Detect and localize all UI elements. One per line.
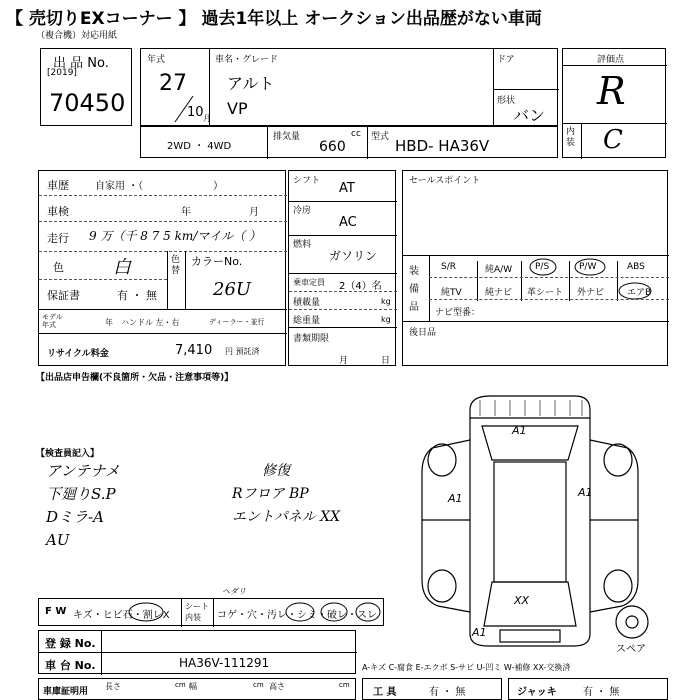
mid-info-box [288, 170, 396, 366]
fw-label: F W [45, 606, 67, 617]
equip-abs: ABS [627, 262, 645, 272]
drive-label: 2WD ・ 4WD [167, 141, 232, 152]
lot-label: 出 品 No. [53, 56, 109, 71]
cc-label: cc [351, 129, 361, 139]
inspector-label: 【検査員記入】 [36, 449, 100, 459]
month-unit: 月 [203, 114, 211, 123]
sales-label: セールスポイント [409, 176, 481, 186]
interior-label: 内装 [566, 127, 576, 148]
seller-notes-label: 【出品店申告欄(不良箇所・欠品・注意事項等)】 [36, 373, 234, 383]
right-info-box [402, 170, 668, 366]
model-year-label: モデル年式 [42, 313, 63, 329]
mark-roof: A1 [512, 424, 527, 437]
cert-width: 幅 [189, 682, 197, 691]
mark-rear-bumper: A1 [472, 626, 487, 639]
score-box [562, 48, 666, 158]
body-value: バン [513, 106, 546, 125]
mileage-label: 走行 [47, 232, 69, 245]
mileage-value: 9 万（千 8 7 5 km/マイル（ ） [89, 229, 261, 243]
load-kg: kg [381, 297, 391, 306]
subnote: （複合機）対応用紙 [36, 31, 118, 41]
note-rear-floor: Rフロア BP [232, 486, 309, 502]
equip-sr: S/R [441, 262, 456, 272]
registration-month: 月 [339, 356, 349, 366]
inspection-year: 年 [181, 207, 191, 218]
handwritten-note: ヘダリ [222, 587, 246, 596]
year-value: 27 [159, 71, 187, 96]
chassis-value: HA36V-111291 [179, 656, 270, 670]
mark-right-side: A1 [578, 486, 593, 499]
note-au: AU [46, 531, 70, 549]
equip-pw: P/W [579, 262, 597, 272]
equip-navi: 純ナビ [485, 288, 513, 298]
jack-box [508, 678, 668, 700]
score-value: R [597, 69, 626, 113]
displacement-value: 660 [319, 139, 346, 155]
mark-left-side: A1 [448, 492, 463, 505]
handle-label: ハンドル 左・右 [121, 318, 180, 327]
color-change-label: 色替 [171, 255, 181, 276]
note-repair: 修復 [262, 463, 290, 479]
cert-height: 高さ [269, 682, 285, 691]
car-name: アルト [227, 74, 275, 93]
equip-tv: 純TV [441, 288, 462, 298]
jack-value: 有 ・ 無 [583, 687, 620, 698]
month-value: 10 [187, 105, 204, 120]
recycle-value: 7,410 [175, 343, 213, 358]
color-no-label: カラーNo. [191, 255, 243, 268]
seat-items: コゲ・穴・汚レ・シミ・破レ・スレ [217, 610, 377, 621]
damage-legend: A-キズ C-腐食 E-エクボ S-サビ U-凹ミ W-補修 XX-交換済 [362, 663, 571, 672]
name-label: 車名・グレード [215, 55, 279, 65]
score-label: 評価点 [597, 55, 625, 65]
shift-label: シフト [293, 176, 321, 186]
year-label: 年式 [147, 55, 166, 65]
cert-cm-3: cm [339, 681, 350, 689]
year-stamp: [2019] [47, 68, 77, 78]
fw-items: キズ・ヒビ石・割レX [73, 610, 170, 621]
note-end-panel: エントパネル XX [232, 509, 341, 525]
body-label: 形状 [497, 96, 516, 106]
cert-label: 車庫証明用 [43, 687, 89, 697]
lot-number: 70450 [49, 89, 126, 117]
note-antenna: アンテナメ [46, 462, 120, 480]
fuel-value: ガソリン [329, 249, 378, 263]
history-label: 車歴 [47, 179, 69, 192]
load-label: 積載量 [293, 298, 321, 308]
tools-box [362, 678, 502, 700]
warranty-label: 保証書 [47, 289, 80, 302]
recycle-unit: 円 預託済 [225, 347, 260, 356]
cert-cm-1: cm [175, 681, 186, 689]
equip-ps: P/S [535, 262, 550, 272]
color-no-value: 26U [213, 279, 252, 300]
registration-day: 日 [381, 356, 391, 366]
equip-aw: 純A/W [485, 265, 513, 275]
left-info-box [38, 170, 286, 366]
model-value: HBD- HA36V [395, 137, 490, 155]
fuel-label: 燃料 [293, 240, 312, 250]
after-label: 後日品 [409, 328, 437, 338]
displacement-label: 排気量 [273, 132, 301, 142]
seat-label: シート内装 [185, 602, 209, 622]
model-label: 型式 [371, 132, 390, 142]
cert-cm-2: cm [253, 681, 264, 689]
navi-label: ナビ型番： [435, 308, 481, 318]
jack-label: ジャッキ [517, 687, 557, 698]
drive-row [140, 126, 558, 158]
car-diagram [410, 390, 690, 660]
spare-label: スペア [616, 644, 646, 655]
total-label: 総重量 [293, 316, 321, 326]
color-value: 白 [113, 257, 131, 278]
recycle-label: リサイクル料金 [47, 349, 109, 359]
tools-label: 工 具 [373, 687, 397, 698]
lot-box [40, 48, 132, 126]
history-value: 自家用 ・（ ） [95, 181, 224, 192]
reg-label: 登 録 No. [45, 637, 96, 650]
door-label: ドア [497, 55, 515, 65]
equip-airbag: エアB [627, 288, 652, 298]
warranty-value: 有 ・ 無 [117, 289, 157, 302]
reg-box [38, 630, 356, 674]
inspector-notes-left [46, 460, 120, 552]
interior-value: C [603, 125, 623, 155]
inspector-notes-right [232, 460, 340, 529]
model-year-unit: 年 [105, 318, 113, 327]
banner: 【 売切りEXコーナー 】 過去1年以上 オークション出品歴がない車両 [6, 9, 542, 29]
equip-leather: 革シート [527, 288, 564, 298]
color-label: 色 [53, 261, 64, 274]
inspection-label: 車検 [47, 205, 69, 218]
header-box [140, 48, 558, 126]
fw-circle-marks [38, 598, 384, 626]
note-underbody: 下廻りS.P [46, 485, 116, 503]
car-grade: VP [227, 99, 248, 118]
equip-ext-navi: 外ナビ [577, 288, 605, 298]
tools-value: 有 ・ 無 [429, 687, 466, 698]
cert-length: 長さ [105, 682, 121, 691]
ac-label: 冷房 [293, 206, 312, 216]
chassis-label: 車 台 No. [45, 659, 96, 672]
capacity-value: 2（4）名 [339, 281, 382, 292]
cert-box [38, 678, 356, 700]
registration-label: 書類期限 [293, 334, 330, 344]
capacity-label: 乗車定員 [293, 278, 325, 287]
total-kg: kg [381, 315, 391, 324]
equip-label: 装備品 [409, 266, 419, 313]
dealer-label: ディーラー・並行 [209, 318, 265, 326]
shift-value: AT [339, 181, 355, 196]
equip-circle-marks [429, 255, 669, 305]
ac-value: AC [339, 215, 357, 230]
inspection-month: 月 [249, 207, 259, 218]
note-mirror: Dミラ-A [46, 508, 104, 526]
mark-rear-panel: XX [514, 594, 530, 607]
